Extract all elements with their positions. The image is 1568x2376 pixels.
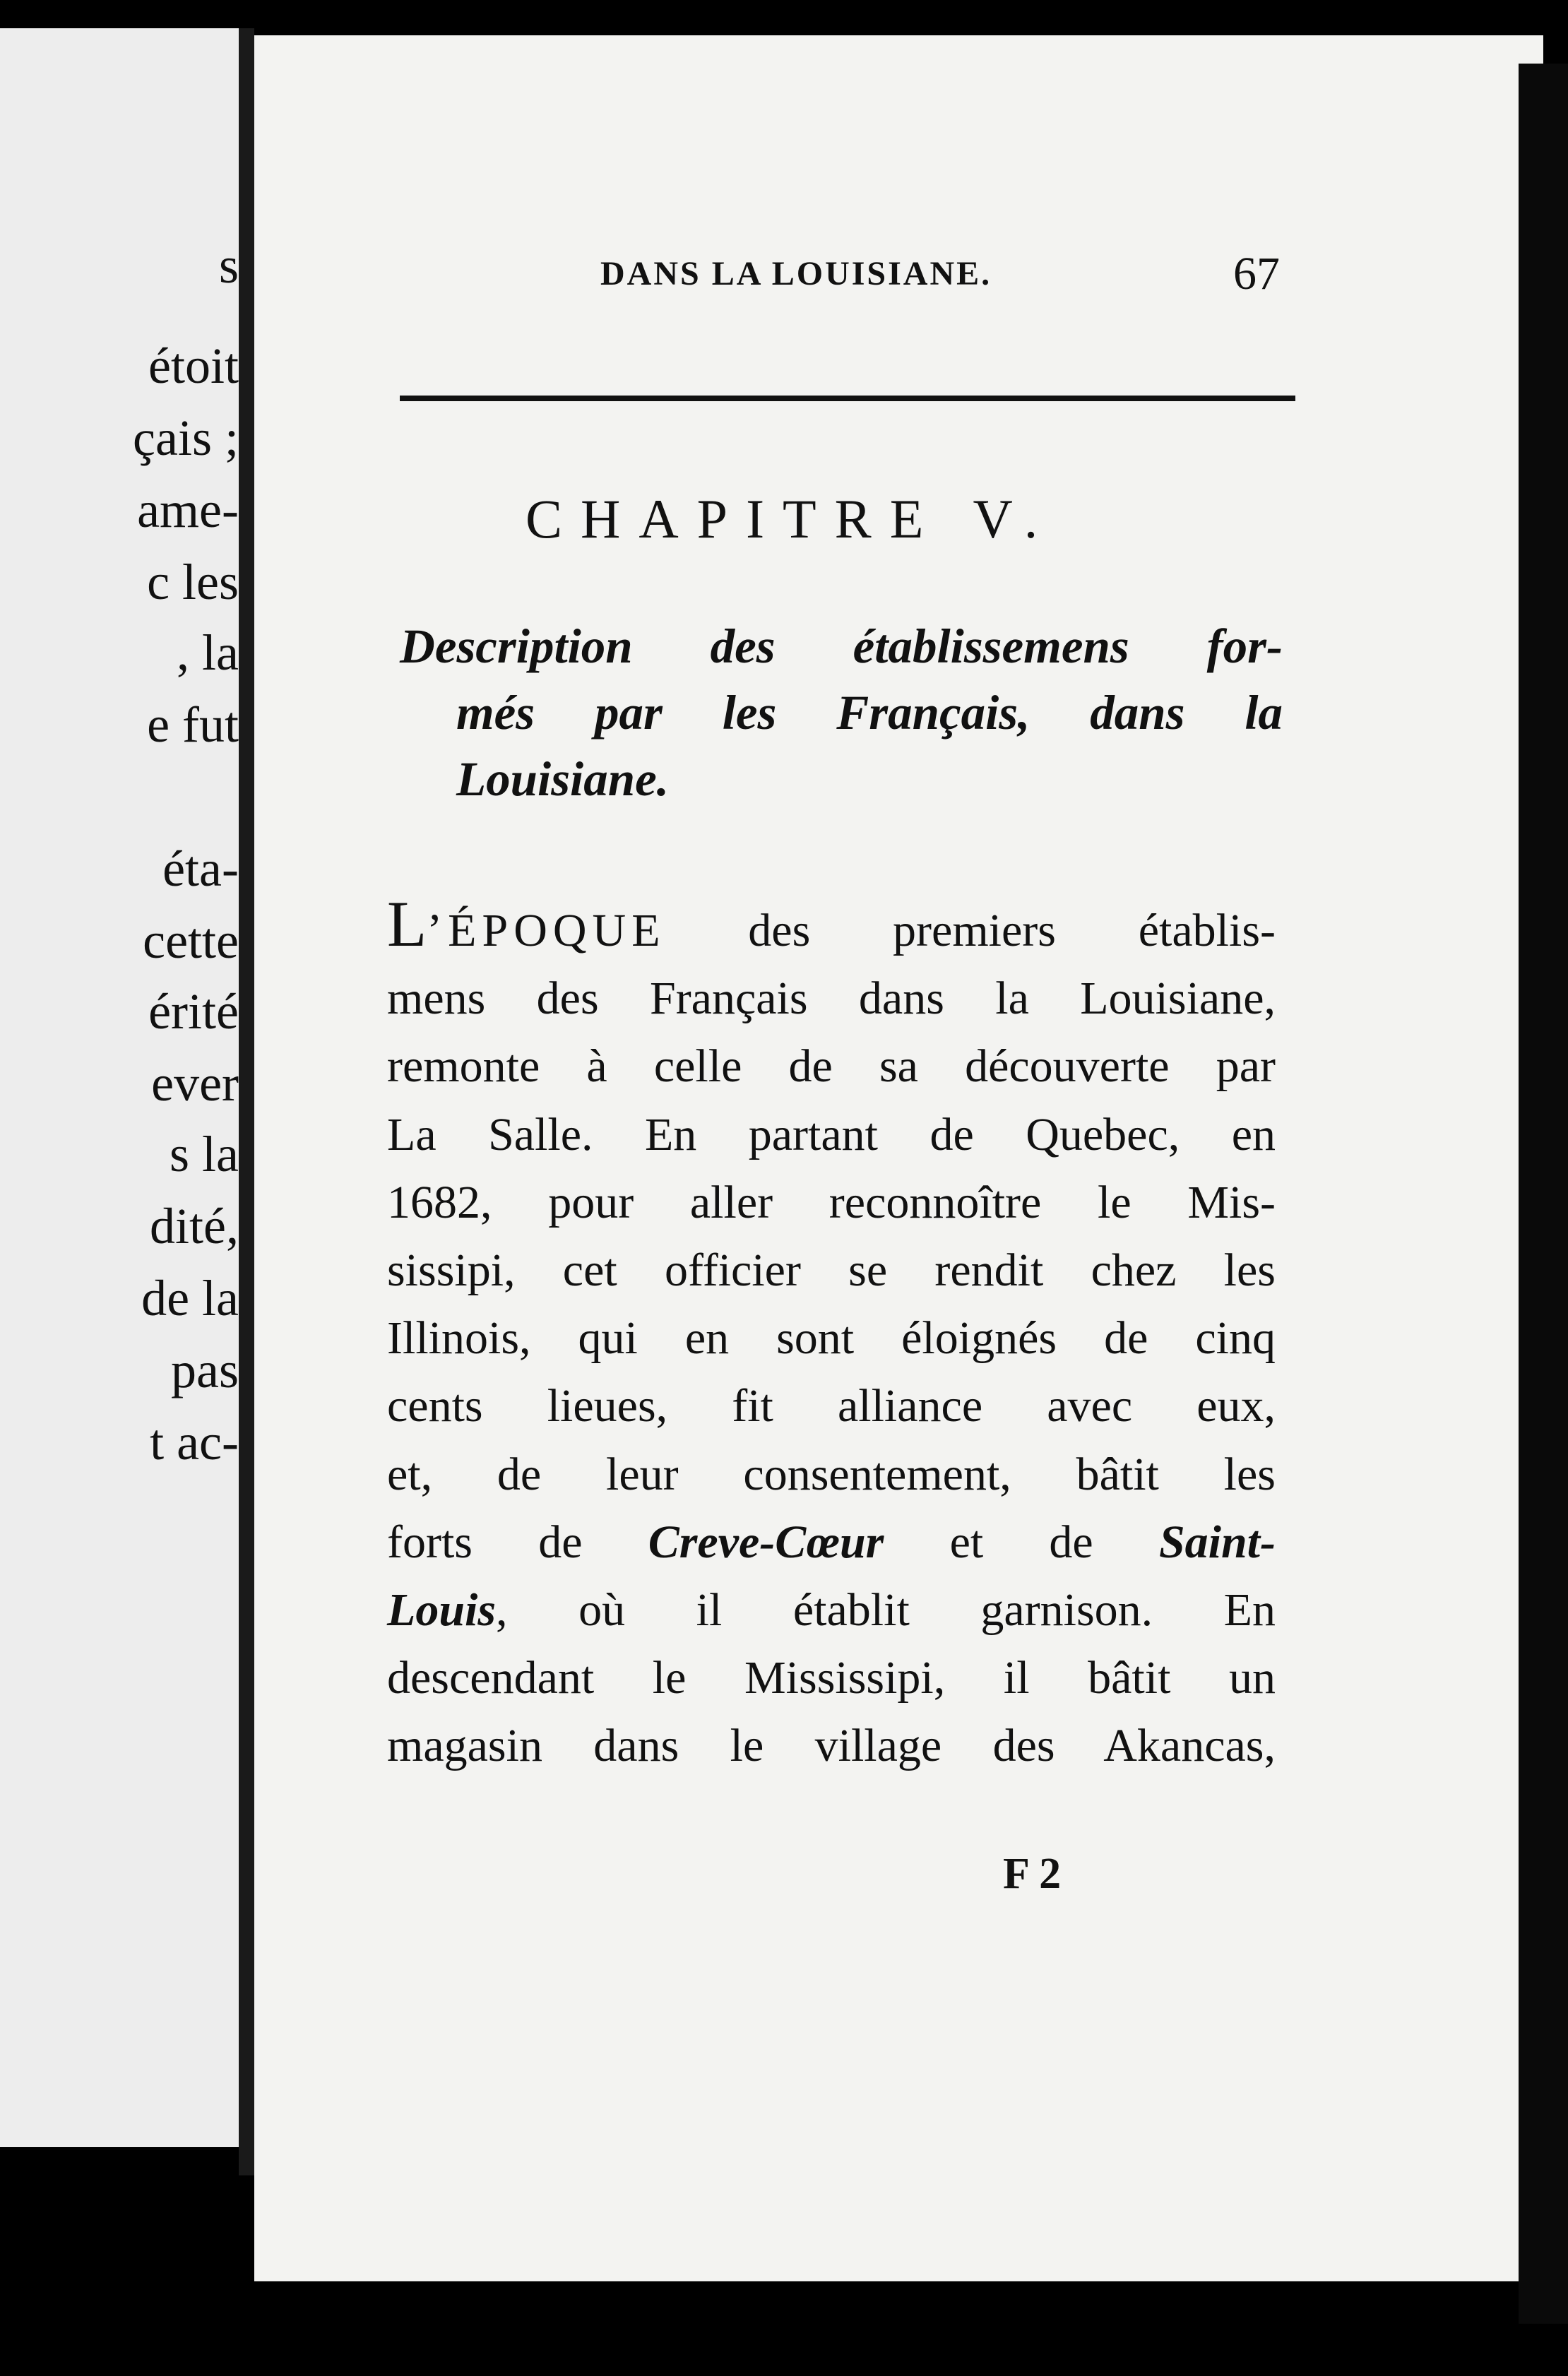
- subtitle-line: Description des établissemens for-: [400, 619, 1283, 673]
- left-fragment: pas: [171, 1342, 239, 1398]
- body-line: L’ÉPOQUE des premiers établis-: [387, 888, 1276, 960]
- left-fragment: éta-: [162, 840, 239, 897]
- body-line: magasin dans le village des Akancas,: [387, 1720, 1276, 1772]
- drop-letter: L: [387, 888, 427, 960]
- place-name: Saint-: [1158, 1516, 1276, 1568]
- body-line: remonte à celle de sa découverte par: [387, 1040, 1276, 1093]
- header-rule: [400, 396, 1295, 401]
- body-line: Illinois, qui en sont éloignés de cinq: [387, 1312, 1276, 1365]
- page-number: 67: [1233, 248, 1280, 299]
- left-fragment: e fut: [147, 696, 239, 753]
- body-line: Louis, où il établit garnison. En: [387, 1584, 1276, 1637]
- left-fragment: ame-: [137, 482, 239, 538]
- page-edge: [1519, 64, 1568, 2324]
- left-fragment: c les: [147, 554, 239, 610]
- book-gutter: [239, 28, 254, 2175]
- running-head: DANS LA LOUISIANE.: [600, 255, 992, 292]
- left-fragment: érité: [148, 983, 239, 1040]
- body-line: mens des Français dans la Louisiane,: [387, 973, 1276, 1025]
- place-name: Creve-Cœur: [648, 1516, 884, 1568]
- body-line: sissipi, cet officier se rendit chez les: [387, 1245, 1276, 1297]
- left-fragment: de la: [141, 1270, 239, 1326]
- left-page: [0, 28, 239, 2147]
- left-fragment: , la: [177, 624, 239, 681]
- place-name: Louis: [387, 1584, 497, 1637]
- chapter-title: CHAPITRE V.: [525, 488, 1057, 550]
- left-fragment: cette: [143, 913, 239, 969]
- body-text: [387, 888, 1276, 1781]
- body-line: descendant le Mississipi, il bâtit un: [387, 1652, 1276, 1704]
- left-fragment: étoit: [148, 338, 239, 394]
- body-line: forts de Creve-Cœur et de Saint-: [387, 1516, 1276, 1568]
- signature-mark: F 2: [1003, 1850, 1062, 1898]
- body-line: La Salle. En partant de Quebec, en: [387, 1108, 1276, 1160]
- left-fragment: s la: [170, 1126, 239, 1182]
- subtitle-line: Louisiane.: [456, 752, 669, 806]
- body-line: 1682, pour aller reconnoître le Mis-: [387, 1176, 1276, 1228]
- opening-word: ’ÉPOQUE: [427, 905, 666, 956]
- subtitle-line: més par les Français, dans la: [456, 686, 1283, 739]
- left-fragment: ever: [151, 1055, 239, 1112]
- left-fragment: t ac-: [150, 1414, 239, 1471]
- body-line: cents lieues, fit alliance avec eux,: [387, 1380, 1276, 1432]
- body-line: et, de leur consentement, bâtit les: [387, 1448, 1276, 1500]
- left-fragment: çais ;: [133, 410, 239, 466]
- left-fragment: s: [218, 237, 239, 294]
- left-fragment: dité,: [150, 1198, 239, 1254]
- chapter-subtitle: [400, 613, 1283, 812]
